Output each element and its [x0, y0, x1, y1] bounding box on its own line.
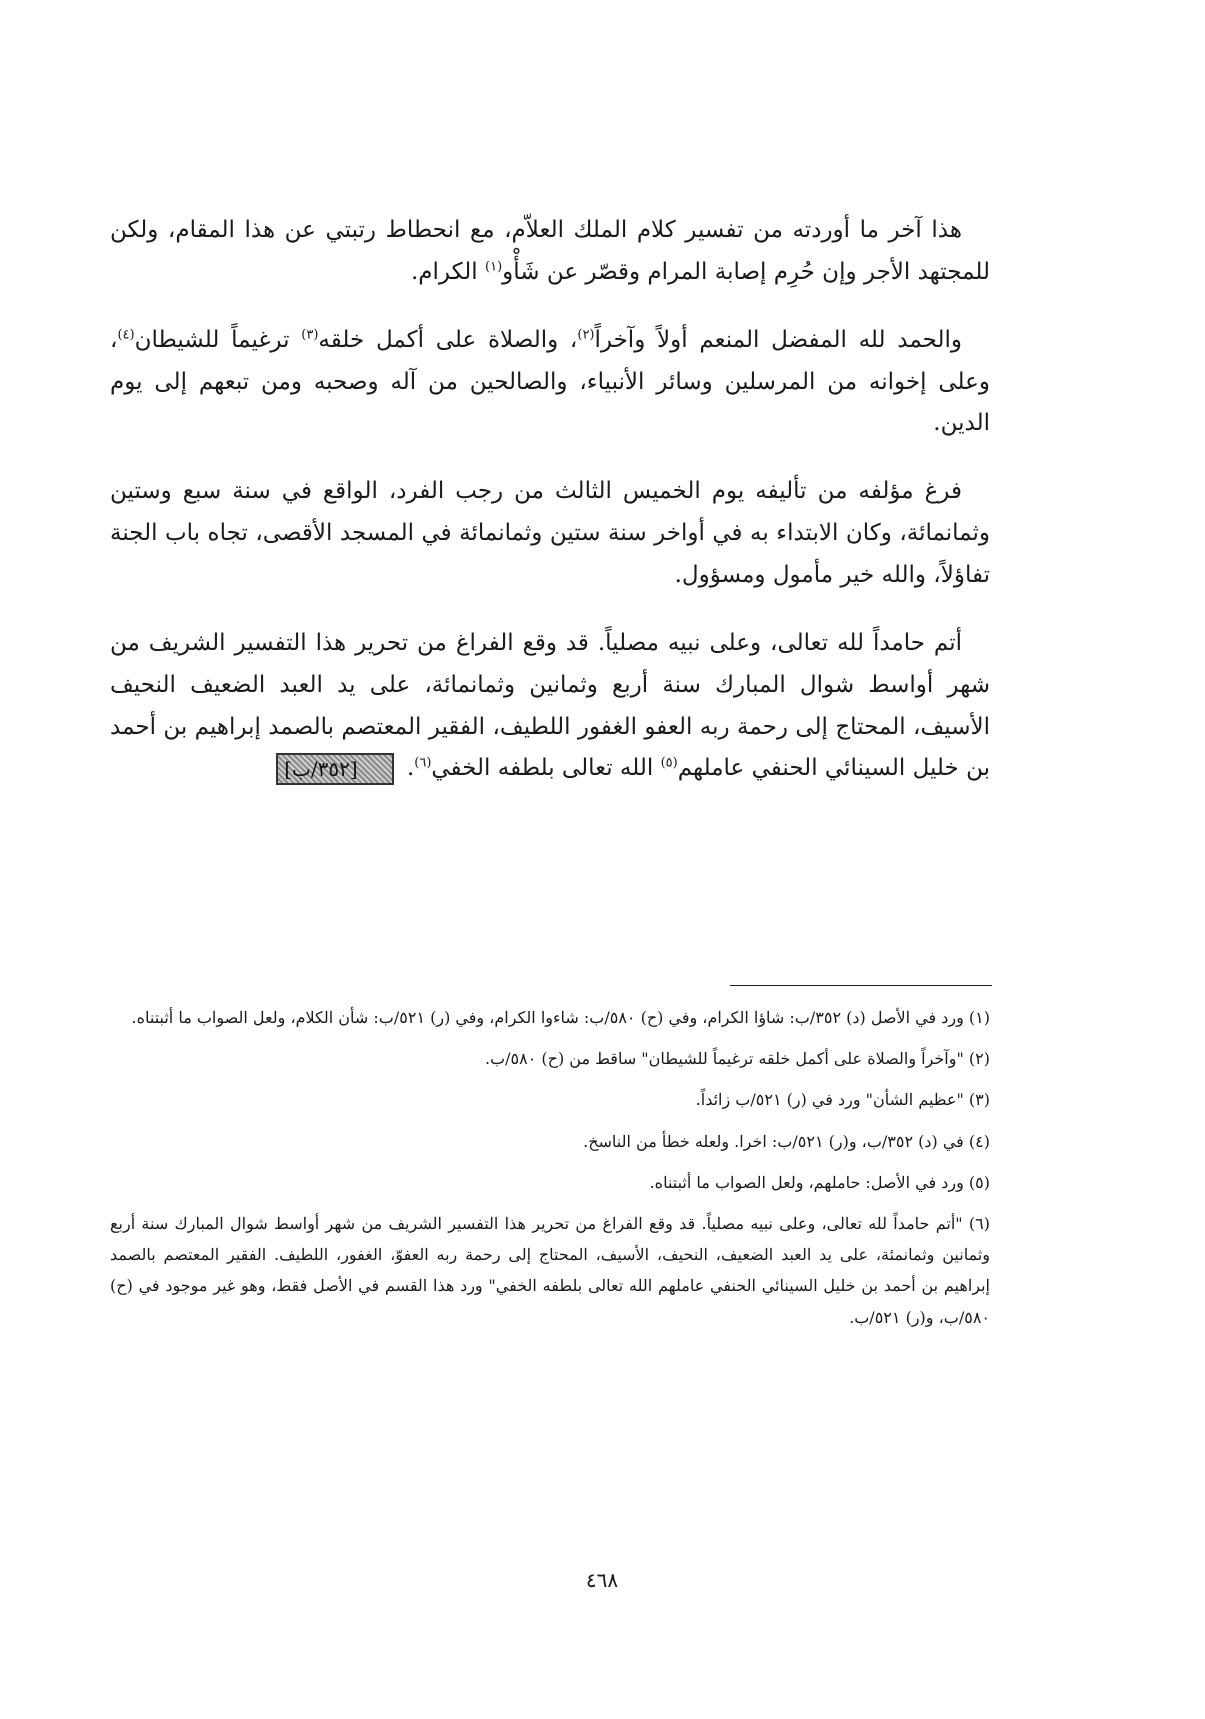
footnote-3: (٣) "عظيم الشأن" ورد في (ر) ٥٢١/ب زائداً.: [695, 1090, 990, 1110]
paragraph-3: [110, 471, 990, 597]
footnote-ref-2[interactable]: (٢): [577, 327, 595, 343]
footnote-4: (٤) في (د) ٣٥٢/ب، و(ر) ٥٢١/ب: اخرا. ولعله خطأ من الناسخ.: [583, 1131, 990, 1151]
paragraph-2-part-2: ، والصلاة على أكمل خلقه: [318, 326, 578, 353]
footnote-ref-3[interactable]: (٣): [301, 327, 319, 343]
footnote-5: (٥) ورد في الأصل: حاملهم، ولعل الصواب ما أثبتناه.: [649, 1172, 990, 1192]
paragraph-4-part-2: الله تعالى بلطفه الخفي: [431, 755, 661, 782]
footnote-ref-4[interactable]: (٤): [117, 327, 135, 343]
footnote-ref-6[interactable]: (٦): [414, 755, 432, 771]
footnotes: [110, 1002, 990, 1343]
page-number: ٤٦٨: [585, 1568, 619, 1592]
footnote-separator: [730, 985, 992, 986]
paragraph-1-tail: الكرام.: [410, 258, 485, 285]
paragraph-4-part-3: .: [406, 755, 415, 782]
footnote-ref-5[interactable]: (٥): [660, 755, 678, 771]
paragraph-2-part-4: ، وعلى إخوانه من المرسلين وسائر الأنبياء، والصالحين من آله وصحبه ومن تبعهم إلى يوم الدين.: [110, 326, 990, 437]
paragraph-2-part-3: ترغيماً للشيطان: [134, 326, 302, 353]
paragraph-2: [110, 320, 990, 446]
footnote-ref-1[interactable]: (١): [485, 259, 503, 275]
paragraph-4: [110, 623, 990, 790]
footnote-6: (٦) "أتم حامداً لله تعالى، وعلى نبيه مصلياً. قد وقع الفراغ من تحرير هذا التفسير الشريف من شهر أواسط شوال المبارك سنة أربع وثمانين وثمانمئة، على يد العبد الضعيف، النحيف، الأسيف، المحتاج إلى رحمة ربه العفوّ، الغفور، اللطيف. الفقير المعتصم بالصمد إبراهيم بن أحمد بن خليل السينائي الحنفي عاملهم الله تعالى بلطفه الخفي" ورد هذا القسم في الأصل فقط، وهو غير موجود في (ح) ٥٨٠/ب، و(ر) ٥٢١/ب.: [110, 1213, 991, 1327]
paragraph-2-part-1: والحمد لله المفضل المنعم أولاً وآخراً: [594, 326, 962, 353]
paragraph-1-line-1: هذا آخر ما أوردته من تفسير كلام الملك العلاّم، مع انحطاط رتبتي عن هذا المقام،: [167, 217, 962, 243]
footnote-1: (١) ورد في الأصل (د) ٣٥٢/ب: شاؤا الكرام، وفي (ح) ٥٨٠/ب: شاءوا الكرام، وفي (ر) ٥٢١/ب: شأن الكلام، ولعل الصواب ما أثبتناه.: [131, 1008, 990, 1027]
main-text: [110, 210, 990, 790]
footnote-2: (٢) "وآخراً والصلاة على أكمل خلقه ترغيماً للشيطان" ساقط من (ح) ٥٨٠/ب.: [484, 1049, 990, 1069]
folio-marker: [٣٥٢/ب]: [276, 753, 393, 785]
paragraph-3-text: فرغ مؤلفه من تأليفه يوم الخميس الثالث من رجب الفرد، الواقع في سنة سبع وستين وثمانمائة، وكان الابتداء به في أواخر سنة ستين وثمانمائة في المسجد الأقصى، تجاه باب الجنة تفاؤلاً، والله خير مأمول ومسؤول.: [110, 478, 990, 589]
paragraph-1: [110, 210, 990, 294]
paragraph-4-part-1: أتم حامداً لله تعالى، وعلى نبيه مصلياً. قد وقع الفراغ من تحرير هذا التفسير الشريف من شهر أواسط شوال المبارك سنة أربع وثمانين وثمانمائة، على يد العبد الضعيف النحيف الأسيف، المحتاج إلى رحمة ربه العفو الغفور اللطيف، الفقير المعتصم بالصمد إبراهيم بن أحمد بن خليل السينائي الحنفي عاملهم: [110, 629, 990, 782]
paragraph-1-line-2: ولكن للمجتهد الأجر وإن حُرِم إصابة المرام وقصّر عن شَأْو: [110, 217, 990, 285]
